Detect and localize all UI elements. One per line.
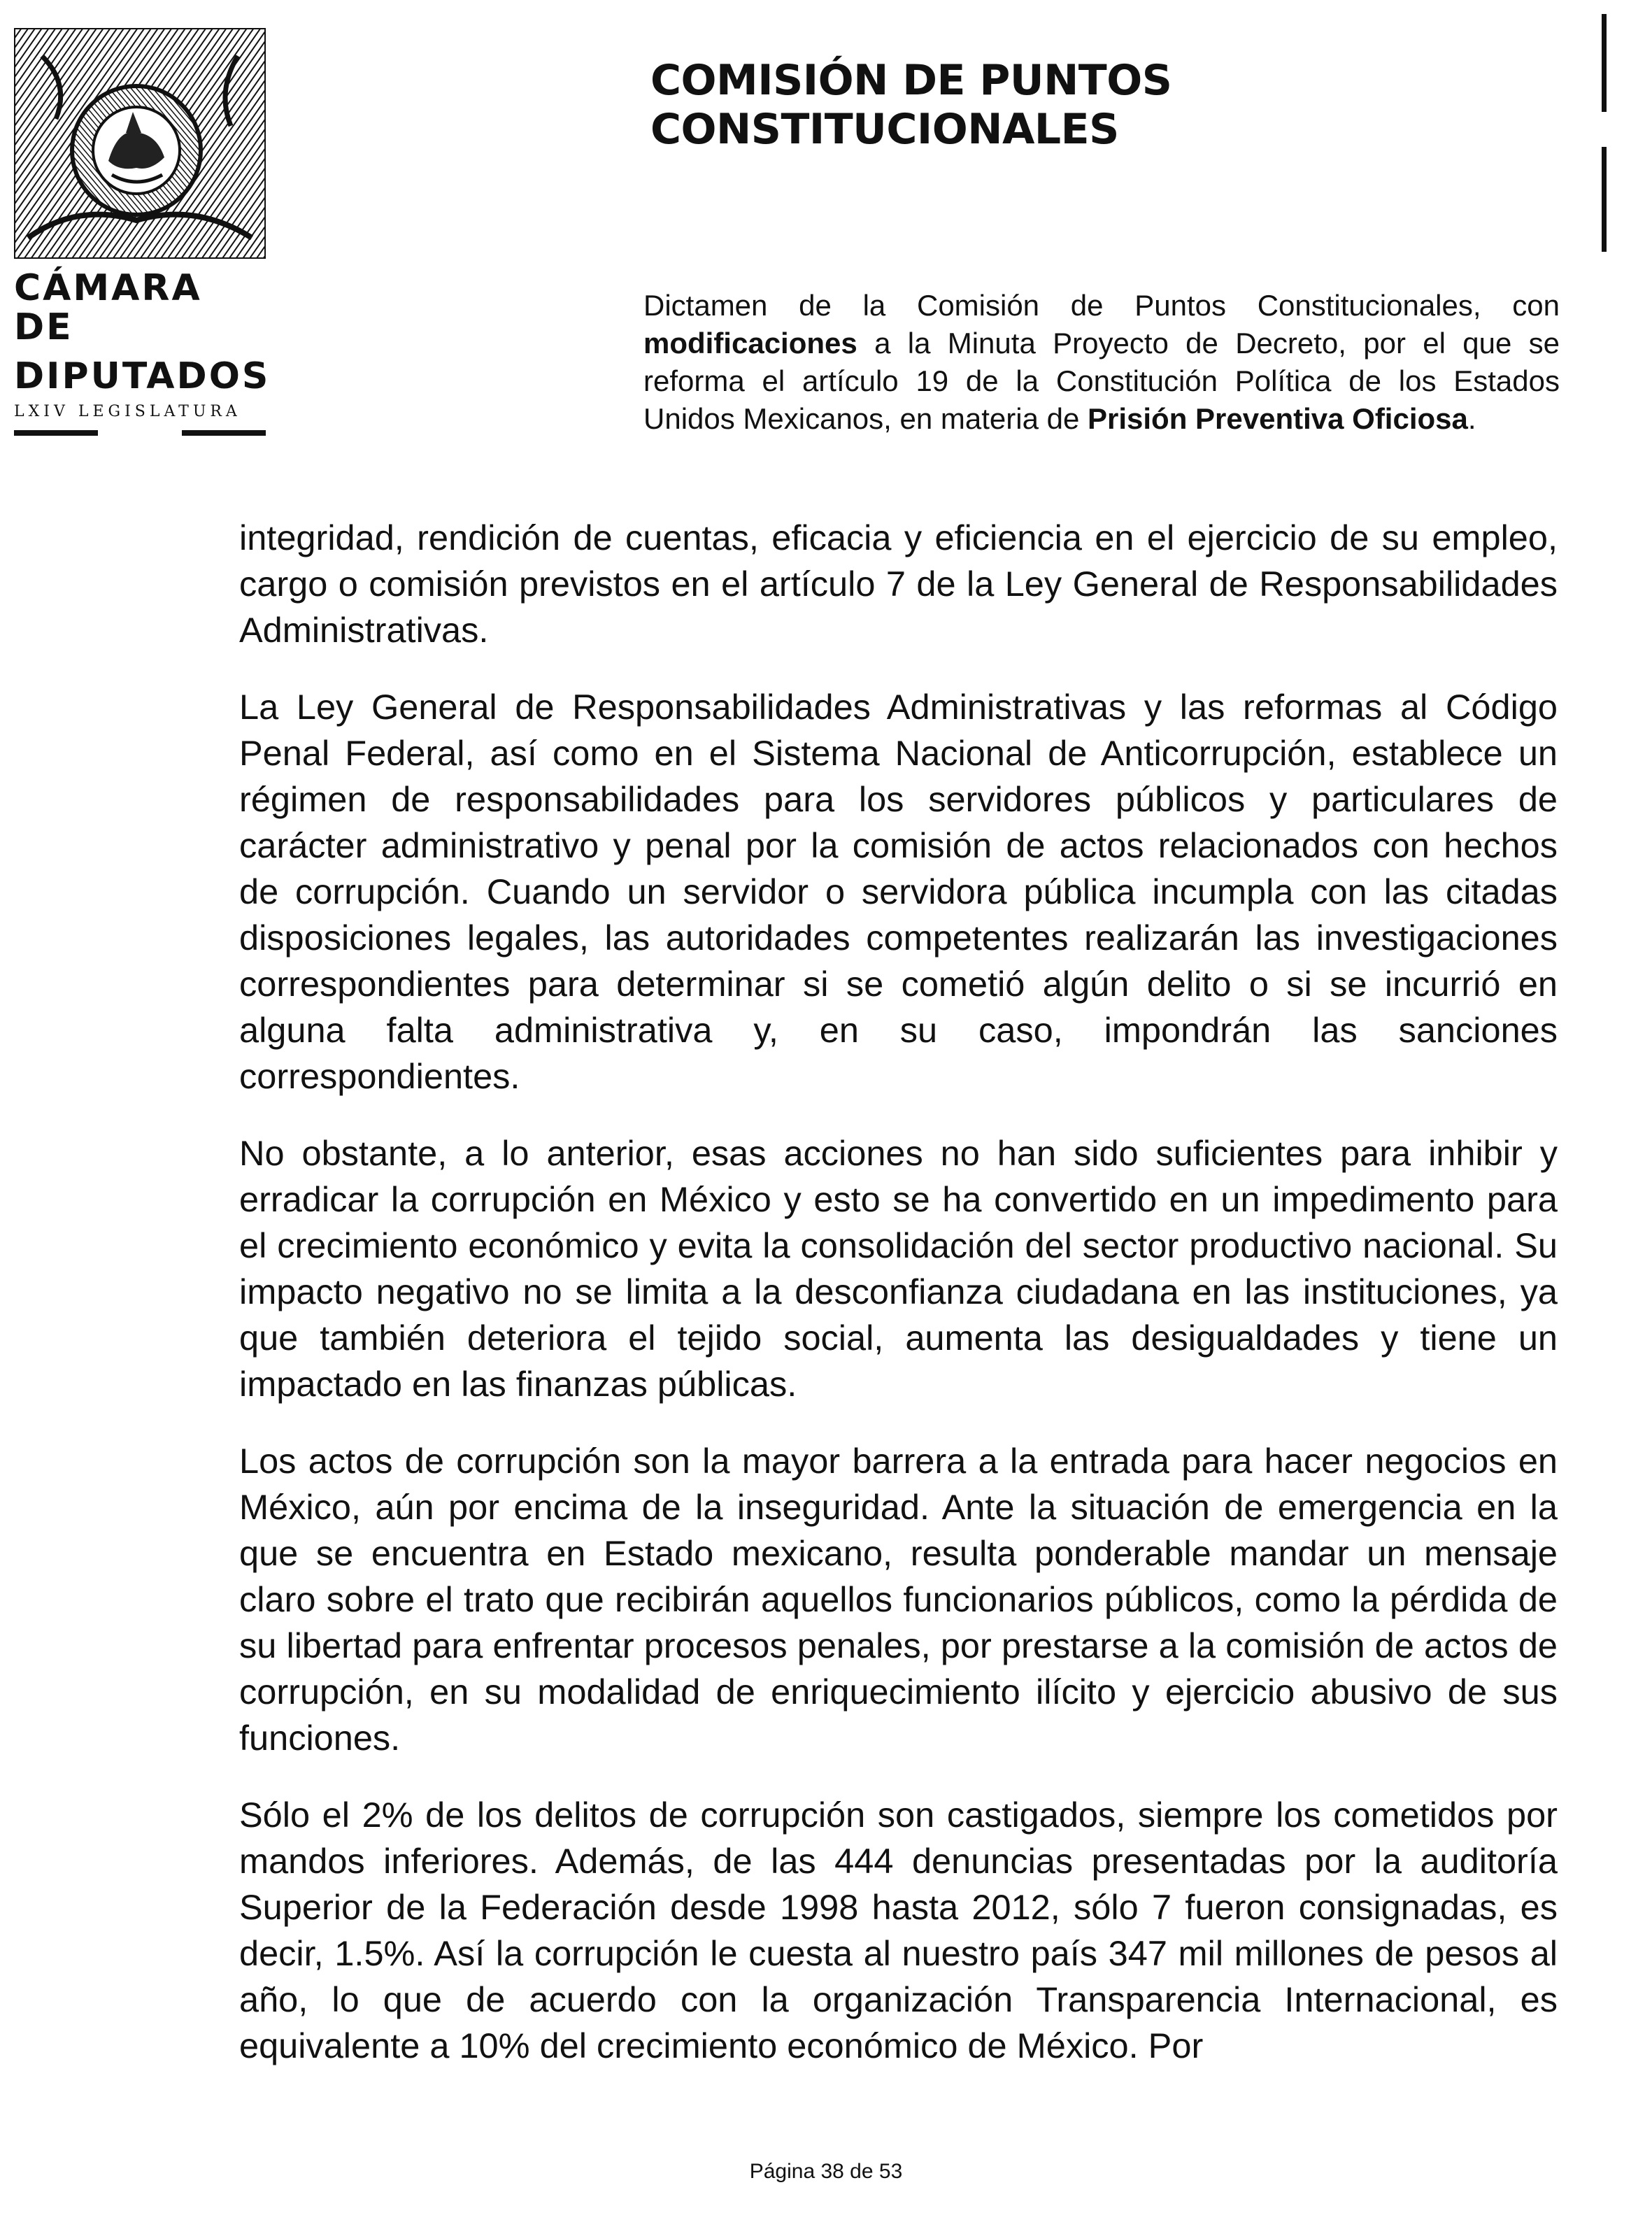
logo-rule-left — [14, 430, 98, 436]
logo-title-line2: DIPUTADOS — [14, 355, 271, 397]
page-number: Página 38 de 53 — [749, 2160, 903, 2183]
paragraph: integridad, rendición de cuentas, eficacia y eficiencia en el ejercicio de su empleo, cargo o comisión previstos en el artículo 7 de la Ley General de Responsabilidades Administrativas. — [239, 518, 1558, 650]
commission-title: COMISIÓN DE PUNTOS CONSTITUCIONALES — [650, 56, 1172, 154]
paragraph: Sólo el 2% de los delitos de corrupción son castigados, siempre los cometidos por mandos inferiores. Además, de las 444 denuncias presentadas por la auditoría Superior de la Federación desde 1998 hasta 2012, sólo 7 fueron consignadas, es decir, 1.5%. Así la corrupción le cuesta al nuestro país 347 mil millones de pesos al año, lo que de acuerdo con la organización Transparencia Internacional, es equivalente a 10% del crecimiento económico de México. Por — [239, 1795, 1558, 2065]
margin-bar-top — [1602, 14, 1607, 112]
margin-bar-bottom — [1602, 147, 1607, 252]
dictamen-heading — [643, 287, 1560, 438]
national-seal-icon — [14, 28, 266, 259]
logo-rule — [14, 430, 266, 437]
dictamen-text-1: Dictamen de la Comisión de Puntos Constitucionales, con — [643, 289, 1560, 322]
body-text — [239, 515, 1558, 2100]
paragraph: Los actos de corrupción son la mayor barrera a la entrada para hacer negocios en México, aún por encima de la inseguridad. Ante la situación de emergencia en la que se encuentra en Estado mexicano, resulta ponderable mandar un mensaje claro sobre el trato que recibirán aquellos funcionarios públicos, como la pérdida de su libertad para enfrentar procesos penales, por prestarse a la comisión de actos de corrupción, en su modalidad de enriquecimiento ilícito y ejercicio abusivo de sus funciones. — [239, 1441, 1558, 1758]
chamber-logo — [14, 28, 271, 437]
paragraph: No obstante, a lo anterior, esas acciones no han sido suficientes para inhibir y erradicar la corrupción en México y esto se ha convertido en un impedimento para el crecimiento económico y evita la consolidación del sector productivo nacional. Su impacto negativo no se limita a la desconfianza ciudadana en las instituciones, ya que también deteriora el tejido social, aumenta las desigualdades y tiene un impactado en las finanzas públicas. — [239, 1133, 1558, 1404]
logo-subtitle: LXIV LEGISLATURA — [14, 403, 241, 420]
dictamen-text-3: . — [1467, 402, 1476, 435]
dictamen-bold-1: modificaciones — [643, 327, 857, 360]
logo-title-line1: CÁMARA DE — [14, 267, 202, 348]
paragraph: La Ley General de Responsabilidades Administrativas y las reformas al Código Penal Federal, así como en el Sistema Nacional de Anticorrupción, establece un régimen de responsabilidades para los servidores públicos y particulares de carácter administrativo y penal por la comisión de actos relacionados con hechos de corrupción. Cuando un servidor o servidora pública incumpla con las citadas disposiciones legales, las autoridades competentes realizarán las investigaciones correspondientes para determinar si se cometió algún delito o si se incurrió en alguna falta administrativa y, en su caso, impondrán las sanciones correspondientes. — [239, 687, 1558, 1096]
dictamen-text-2: a la Minuta Proyecto de Decreto, por el que se reforma el artículo 19 de la Constitución Política de los Estados Unidos Mexicanos, en materia de — [643, 327, 1560, 435]
dictamen-bold-2: Prisión Preventiva Oficiosa — [1087, 402, 1468, 435]
logo-rule-right — [182, 430, 266, 436]
